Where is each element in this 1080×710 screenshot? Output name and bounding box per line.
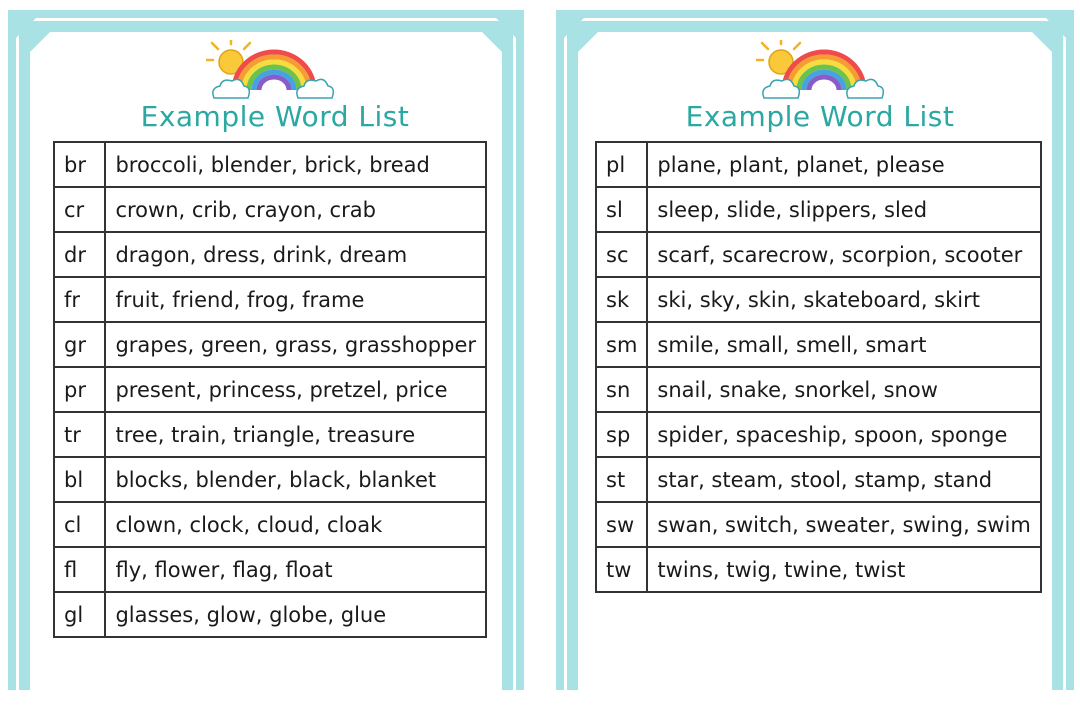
- table-row: [596, 547, 1041, 592]
- table-row: [596, 367, 1041, 412]
- table-row: [596, 412, 1041, 457]
- page-title: Example Word List: [140, 100, 410, 133]
- blend-cell: st: [596, 457, 647, 502]
- words-cell: star, steam, stool, stamp, stand: [647, 457, 1040, 502]
- words-cell: present, princess, pretzel, price: [105, 367, 486, 412]
- words-cell: clown, clock, cloud, cloak: [105, 502, 486, 547]
- blend-cell: dr: [54, 232, 105, 277]
- words-cell: tree, train, triangle, treasure: [105, 412, 486, 457]
- words-cell: grapes, green, grass, grasshopper: [105, 322, 486, 367]
- words-cell: broccoli, blender, brick, bread: [105, 142, 486, 187]
- table-row: [54, 367, 486, 412]
- blend-cell: sp: [596, 412, 647, 457]
- words-cell: dragon, dress, drink, dream: [105, 232, 486, 277]
- blend-cell: br: [54, 142, 105, 187]
- blend-cell: fl: [54, 547, 105, 592]
- words-cell: spider, spaceship, spoon, sponge: [647, 412, 1040, 457]
- page-title: Example Word List: [685, 100, 955, 133]
- table-row: [54, 502, 486, 547]
- table-row: [596, 187, 1041, 232]
- blend-cell: sn: [596, 367, 647, 412]
- blend-cell: fr: [54, 277, 105, 322]
- words-cell: fruit, friend, frog, frame: [105, 277, 486, 322]
- table-row: [54, 592, 486, 637]
- word-table-left: [53, 141, 487, 638]
- blend-cell: sl: [596, 187, 647, 232]
- words-cell: swan, switch, sweater, swing, swim: [647, 502, 1040, 547]
- word-table-right: [595, 141, 1042, 593]
- table-row: [596, 457, 1041, 502]
- table-row: [596, 277, 1041, 322]
- words-cell: smile, small, smell, smart: [647, 322, 1040, 367]
- words-cell: crown, crib, crayon, crab: [105, 187, 486, 232]
- table-row: [54, 142, 486, 187]
- words-cell: blocks, blender, black, blanket: [105, 457, 486, 502]
- blend-cell: sw: [596, 502, 647, 547]
- table-row: [54, 187, 486, 232]
- table-row: [596, 232, 1041, 277]
- words-cell: glasses, glow, globe, glue: [105, 592, 486, 637]
- words-cell: scarf, scarecrow, scorpion, scooter: [647, 232, 1040, 277]
- table-row: [596, 502, 1041, 547]
- blend-cell: sk: [596, 277, 647, 322]
- blend-cell: tw: [596, 547, 647, 592]
- table-row: [54, 277, 486, 322]
- blend-cell: bl: [54, 457, 105, 502]
- blend-cell: sm: [596, 322, 647, 367]
- words-cell: fly, flower, flag, float: [105, 547, 486, 592]
- blend-cell: gl: [54, 592, 105, 637]
- blend-cell: pl: [596, 142, 647, 187]
- blend-cell: sc: [596, 232, 647, 277]
- table-row: [596, 322, 1041, 367]
- table-row: [54, 412, 486, 457]
- blend-cell: gr: [54, 322, 105, 367]
- blend-cell: pr: [54, 367, 105, 412]
- rainbow-sun-icon: [756, 40, 886, 100]
- table-row: [54, 457, 486, 502]
- blend-cell: cr: [54, 187, 105, 232]
- blend-cell: cl: [54, 502, 105, 547]
- words-cell: plane, plant, planet, please: [647, 142, 1040, 187]
- words-cell: snail, snake, snorkel, snow: [647, 367, 1040, 412]
- table-row: [54, 547, 486, 592]
- rainbow-sun-icon: [206, 40, 336, 100]
- words-cell: ski, sky, skin, skateboard, skirt: [647, 277, 1040, 322]
- table-row: [54, 322, 486, 367]
- blend-cell: tr: [54, 412, 105, 457]
- words-cell: sleep, slide, slippers, sled: [647, 187, 1040, 232]
- table-row: [54, 232, 486, 277]
- words-cell: twins, twig, twine, twist: [647, 547, 1040, 592]
- table-row: [596, 142, 1041, 187]
